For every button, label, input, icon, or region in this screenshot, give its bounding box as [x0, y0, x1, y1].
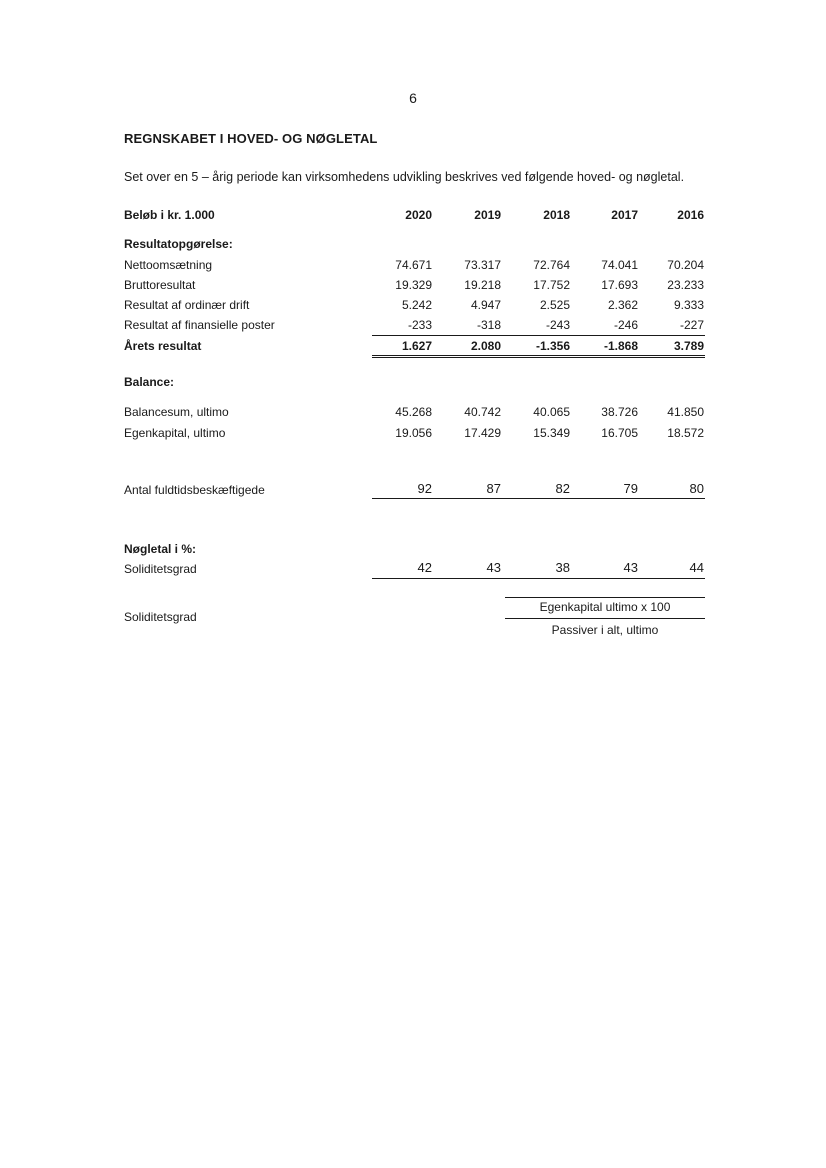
- cell: 72.764: [533, 258, 570, 272]
- cell: 17.693: [601, 278, 638, 292]
- cell: -246: [613, 318, 638, 332]
- cell: 18.572: [667, 426, 704, 440]
- row-label: Balancesum, ultimo: [124, 405, 229, 419]
- cell: 80: [689, 481, 704, 496]
- cell: 40.065: [533, 405, 570, 419]
- formula-label: Soliditetsgrad: [124, 610, 197, 624]
- result-section-title: Resultatopgørelse:: [124, 237, 233, 251]
- total-double-rule: [372, 357, 705, 358]
- cell: 2.525: [539, 298, 570, 312]
- amount-unit-label: Beløb i kr. 1.000: [124, 208, 215, 222]
- cell: 16.705: [601, 426, 638, 440]
- total-cell: 3.789: [673, 339, 704, 353]
- balance-section-title: Balance:: [124, 375, 175, 389]
- cell: 5.242: [401, 298, 432, 312]
- cell: 23.233: [667, 278, 704, 292]
- cell: 79: [623, 481, 638, 496]
- cell: 42: [417, 560, 432, 575]
- cell: 44: [689, 560, 704, 575]
- year-header: 2017: [611, 208, 638, 222]
- cell: 19.329: [395, 278, 432, 292]
- cell: 73.317: [464, 258, 501, 272]
- section-heading: REGNSKABET I HOVED- OG NØGLETAL: [124, 131, 378, 146]
- formula-fraction-bar: [505, 618, 705, 619]
- cell: 74.041: [601, 258, 638, 272]
- year-header: 2018: [543, 208, 570, 222]
- total-cell: 2.080: [470, 339, 501, 353]
- cell: 43: [623, 560, 638, 575]
- ratios-section-title: Nøgletal i %:: [124, 542, 197, 556]
- cell: 41.850: [667, 405, 704, 419]
- row-label: Resultat af finansielle poster: [124, 318, 275, 332]
- cell: -243: [545, 318, 570, 332]
- employees-rule: [372, 498, 705, 499]
- cell: 74.671: [395, 258, 432, 272]
- page-number: 6: [409, 90, 417, 106]
- row-label: Soliditetsgrad: [124, 562, 197, 576]
- total-cell: 1.627: [401, 339, 432, 353]
- cell: 70.204: [667, 258, 704, 272]
- total-label: Årets resultat: [124, 339, 202, 353]
- formula-denominator: Passiver i alt, ultimo: [551, 623, 659, 637]
- cell: 15.349: [533, 426, 570, 440]
- cell: 40.742: [464, 405, 501, 419]
- row-label: Resultat af ordinær drift: [124, 298, 250, 312]
- total-cell: -1.356: [535, 339, 570, 353]
- total-cell: -1.868: [603, 339, 638, 353]
- cell: 19.218: [464, 278, 501, 292]
- cell: 38.726: [601, 405, 638, 419]
- cell: 92: [417, 481, 432, 496]
- row-label: Bruttoresultat: [124, 278, 196, 292]
- cell: 9.333: [673, 298, 704, 312]
- cell: 2.362: [607, 298, 638, 312]
- cell: 87: [486, 481, 501, 496]
- cell: 45.268: [395, 405, 432, 419]
- cell: 17.429: [464, 426, 501, 440]
- row-label: Egenkapital, ultimo: [124, 426, 226, 440]
- cell: -233: [407, 318, 432, 332]
- cell: 38: [555, 560, 570, 575]
- cell: -227: [679, 318, 704, 332]
- cell: 17.752: [533, 278, 570, 292]
- solvency-rule: [372, 578, 705, 579]
- year-header: 2016: [677, 208, 704, 222]
- row-label: Nettoomsætning: [124, 258, 213, 272]
- cell: -318: [476, 318, 501, 332]
- subtotal-rule: [372, 335, 705, 336]
- formula-numerator: Egenkapital ultimo x 100: [539, 600, 671, 614]
- row-label: Antal fuldtidsbeskæftigede: [124, 483, 265, 497]
- intro-text: Set over en 5 – årig periode kan virksomhedens udvikling beskrives ved følgende hoved- og nøgletal.: [124, 170, 685, 184]
- formula-top-rule: [505, 597, 705, 598]
- cell: 19.056: [395, 426, 432, 440]
- cell: 43: [486, 560, 501, 575]
- total-double-rule: [372, 355, 705, 356]
- year-header: 2019: [474, 208, 501, 222]
- year-header: 2020: [405, 208, 432, 222]
- cell: 4.947: [470, 298, 501, 312]
- cell: 82: [555, 481, 570, 496]
